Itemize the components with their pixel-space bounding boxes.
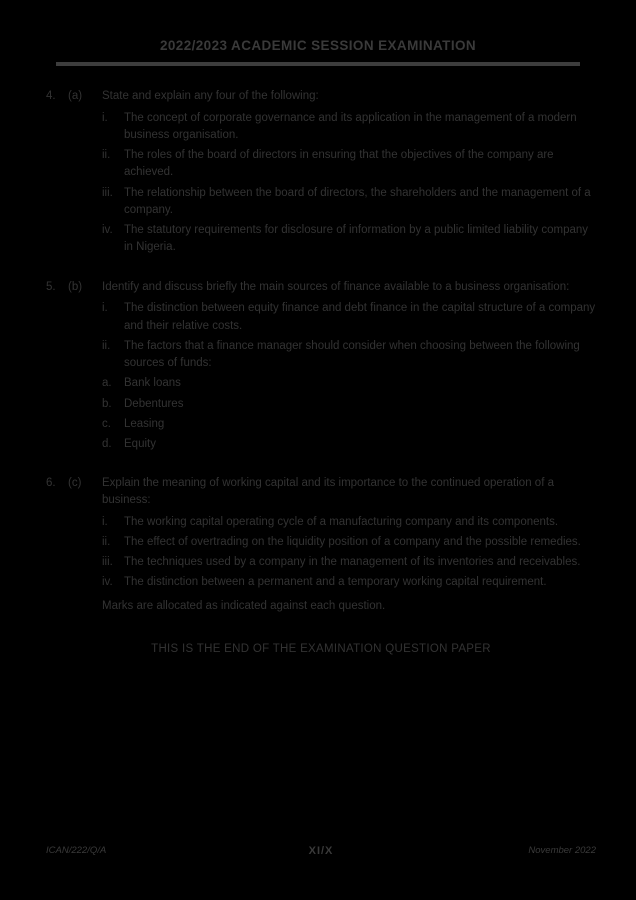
question-block [46,88,596,257]
page-title: 2022/2023 ACADEMIC SESSION EXAMINATION [159,38,477,53]
option-label: i. [102,111,108,124]
question-block [46,279,596,454]
list-item [102,396,596,413]
option-label: c. [102,417,111,430]
exam-body [46,88,596,655]
question-stem: Identify and discuss briefly the main sources of finance available to a business organisation: [102,280,570,293]
question-stem: State and explain any four of the following: [102,90,319,102]
question-number: (a) [68,90,83,102]
page-footer [46,845,596,856]
option-label: i. [102,302,108,315]
question-block [46,475,596,615]
question-heading [46,279,596,296]
header-divider [56,62,580,66]
option-list [46,514,596,592]
option-label: iii. [102,186,113,199]
page-header [56,38,580,66]
list-item [102,110,596,145]
question-marker: 5. [46,280,56,293]
list-item [102,222,596,257]
end-of-paper-notice: THIS IS THE END OF THE EXAMINATION QUESTION PAPER [151,642,491,655]
list-item [102,375,596,392]
option-label: ii. [102,149,111,162]
footer-document-code: ICAN/222/Q/A [46,845,107,856]
option-label: iii. [102,556,113,569]
option-text: The distinction between a permanent and a temporary working capital requirement. [124,576,547,589]
list-item [102,534,596,551]
question-number: (b) [68,280,83,293]
option-text: The statutory requirements for disclosure of information by a public limited liability company in Nigeria. [124,224,589,254]
list-item [102,514,596,531]
list-item [102,147,596,182]
option-label: i. [102,515,108,528]
list-item [102,436,596,453]
option-text: The techniques used by a company in the management of its inventories and receivables. [124,556,581,569]
question-number: (c) [68,477,82,490]
question-stem: Explain the meaning of working capital and its importance to the continued operation of a business: [102,477,554,507]
list-item [102,574,596,591]
list-item [102,554,596,571]
option-text: The concept of corporate governance and its application in the management of a modern business organisation. [124,111,577,141]
question-heading [46,88,596,105]
list-item [102,185,596,220]
marks-note: Marks are allocated as indicated against each question. [102,599,386,612]
option-list [46,300,596,453]
option-text: The working capital operating cycle of a manufacturing company and its components. [124,515,559,528]
option-label: b. [102,397,112,410]
list-item [102,416,596,433]
footer-diet: November 2022 [528,845,596,856]
question-heading [46,475,596,508]
option-text: Bank loans [124,377,181,390]
option-label: a. [102,377,112,390]
option-label: iv. [102,224,113,237]
option-text: The distinction between equity finance and debt finance in the capital structure of a company and their relative costs. [124,302,596,332]
option-text: The roles of the board of directors in ensuring that the objectives of the company are achieved. [124,149,554,179]
list-item [102,338,596,373]
option-text: The relationship between the board of directors, the shareholders and the management of a company. [124,186,591,216]
option-list [46,110,596,257]
option-text: Leasing [124,417,165,430]
option-text: The factors that a finance manager should consider when choosing between the following sources of funds: [124,339,580,370]
option-label: ii. [102,535,111,548]
footer-page-number: XI/X [308,845,334,857]
question-marker: 4. [46,90,56,102]
option-text: The effect of overtrading on the liquidity position of a company and the possible remedies. [124,535,581,548]
option-label: iv. [102,576,113,589]
option-label: d. [102,438,112,451]
question-marker: 6. [46,477,56,490]
list-item [102,300,596,335]
option-label: ii. [102,339,111,352]
option-text: Debentures [124,397,184,410]
option-text: Equity [124,438,156,451]
